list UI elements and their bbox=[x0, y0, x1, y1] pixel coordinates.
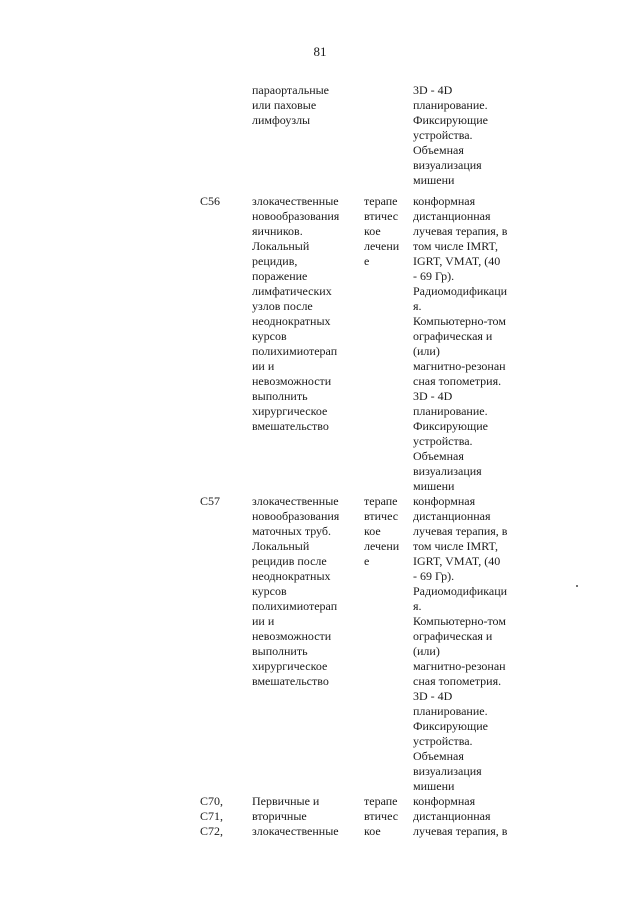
cell-line: хирургическое bbox=[252, 404, 328, 418]
cell-line: неоднократных bbox=[252, 569, 331, 583]
cell-line: злокачественные bbox=[252, 494, 339, 508]
cell-line: втичес bbox=[364, 209, 399, 223]
cell-line: курсов bbox=[252, 584, 287, 598]
cell-line: хирургическое bbox=[252, 659, 328, 673]
cell-line: лимфоузлы bbox=[252, 113, 311, 127]
diagnosis-code-cell bbox=[200, 194, 244, 209]
cell-line: конформная bbox=[413, 194, 476, 208]
cell-line: яичников. bbox=[252, 224, 303, 238]
cell-line: лучевая терапия, в bbox=[413, 824, 508, 838]
cell-line: ии и bbox=[252, 359, 275, 373]
cell-line: выполнить bbox=[252, 644, 308, 658]
cell-line: C71, bbox=[200, 809, 224, 823]
diagnosis-code-cell bbox=[200, 794, 244, 839]
cell-line: выполнить bbox=[252, 389, 308, 403]
cell-line: IGRT, VMAT, (40 bbox=[413, 554, 501, 568]
cell-line: вмешательство bbox=[252, 674, 329, 688]
cell-line: Локальный bbox=[252, 239, 310, 253]
cell-line: вторичные bbox=[252, 809, 307, 823]
cell-line: поражение bbox=[252, 269, 308, 283]
cell-line: - 69 Гр). bbox=[413, 569, 455, 583]
table-row bbox=[0, 494, 640, 794]
cell-line: лучевая терапия, в bbox=[413, 524, 508, 538]
cell-line: Фиксирующие bbox=[413, 113, 488, 127]
cell-line: лимфатических bbox=[252, 284, 332, 298]
cell-line: я. bbox=[413, 599, 422, 613]
cell-line: рецидив, bbox=[252, 254, 298, 268]
cell-line: C56 bbox=[200, 194, 221, 208]
cell-line: Радиомодификаци bbox=[413, 584, 508, 598]
cell-line: планирование. bbox=[413, 98, 488, 112]
cell-line: Локальный bbox=[252, 539, 310, 553]
cell-line: втичес bbox=[364, 509, 399, 523]
cell-line: сная топометрия. bbox=[413, 674, 502, 688]
cell-line: е bbox=[364, 554, 370, 568]
cell-line: терапе bbox=[364, 194, 398, 208]
cell-line: кое bbox=[364, 524, 381, 538]
cell-line: лечени bbox=[364, 539, 400, 553]
cell-line: Объемная bbox=[413, 449, 464, 463]
treatment-table bbox=[0, 83, 640, 854]
cell-line: визуализация bbox=[413, 464, 482, 478]
cell-line: мишени bbox=[413, 479, 455, 493]
cell-line: конформная bbox=[413, 494, 476, 508]
treatment-type-cell bbox=[364, 194, 410, 269]
cell-line: злокачественные bbox=[252, 824, 339, 838]
cell-line: невозможности bbox=[252, 374, 332, 388]
cell-line: е bbox=[364, 254, 370, 268]
cell-line: Фиксирующие bbox=[413, 419, 488, 433]
cell-line: магнитно-резонан bbox=[413, 359, 506, 373]
cell-line: дистанционная bbox=[413, 509, 491, 523]
cell-line: ии и bbox=[252, 614, 275, 628]
cell-line: C57 bbox=[200, 494, 221, 508]
table-row bbox=[0, 794, 640, 854]
scan-speck bbox=[576, 585, 578, 587]
cell-line: Радиомодификаци bbox=[413, 284, 508, 298]
cell-line: параортальные bbox=[252, 83, 330, 97]
cell-line: мишени bbox=[413, 173, 455, 187]
treatment-method-cell bbox=[413, 494, 525, 794]
cell-line: IGRT, VMAT, (40 bbox=[413, 254, 501, 268]
cell-line: маточных труб. bbox=[252, 524, 332, 538]
cell-line: втичес bbox=[364, 809, 399, 823]
model-description-cell bbox=[252, 194, 356, 434]
cell-line: Объемная bbox=[413, 143, 464, 157]
cell-line: ографическая и bbox=[413, 629, 493, 643]
diagnosis-code-cell bbox=[200, 494, 244, 509]
cell-line: мишени bbox=[413, 779, 455, 793]
cell-line: - 69 Гр). bbox=[413, 269, 455, 283]
cell-line: 3D - 4D bbox=[413, 689, 453, 703]
cell-line: Объемная bbox=[413, 749, 464, 763]
cell-line: 3D - 4D bbox=[413, 83, 453, 97]
cell-line: терапе bbox=[364, 494, 398, 508]
cell-line: Компьютерно-том bbox=[413, 614, 506, 628]
cell-line: лечени bbox=[364, 239, 400, 253]
cell-line: устройства. bbox=[413, 128, 473, 142]
cell-line: (или) bbox=[413, 344, 440, 358]
cell-line: том числе IMRT, bbox=[413, 239, 498, 253]
cell-line: терапе bbox=[364, 794, 398, 808]
model-description-cell bbox=[252, 494, 356, 689]
cell-line: новообразования bbox=[252, 209, 340, 223]
cell-line: я. bbox=[413, 299, 422, 313]
treatment-method-cell bbox=[413, 194, 525, 494]
cell-line: злокачественные bbox=[252, 194, 339, 208]
treatment-method-cell bbox=[413, 83, 525, 188]
cell-line: Первичные и bbox=[252, 794, 320, 808]
cell-line: ографическая и bbox=[413, 329, 493, 343]
cell-line: лучевая терапия, в bbox=[413, 224, 508, 238]
cell-line: (или) bbox=[413, 644, 440, 658]
model-description-cell bbox=[252, 83, 356, 128]
cell-line: новообразования bbox=[252, 509, 340, 523]
cell-line: рецидив после bbox=[252, 554, 327, 568]
cell-line: полихимиотерап bbox=[252, 599, 338, 613]
cell-line: C72, bbox=[200, 824, 224, 838]
cell-line: полихимиотерап bbox=[252, 344, 338, 358]
cell-line: вмешательство bbox=[252, 419, 329, 433]
cell-line: устройства. bbox=[413, 734, 473, 748]
cell-line: планирование. bbox=[413, 704, 488, 718]
cell-line: дистанционная bbox=[413, 209, 491, 223]
cell-line: сная топометрия. bbox=[413, 374, 502, 388]
cell-line: 3D - 4D bbox=[413, 389, 453, 403]
cell-line: C70, bbox=[200, 794, 224, 808]
cell-line: дистанционная bbox=[413, 809, 491, 823]
cell-line: курсов bbox=[252, 329, 287, 343]
cell-line: или паховые bbox=[252, 98, 317, 112]
table-row bbox=[0, 83, 640, 194]
cell-line: конформная bbox=[413, 794, 476, 808]
cell-line: невозможности bbox=[252, 629, 332, 643]
treatment-type-cell bbox=[364, 794, 410, 839]
cell-line: магнитно-резонан bbox=[413, 659, 506, 673]
treatment-type-cell bbox=[364, 494, 410, 569]
cell-line: кое bbox=[364, 824, 381, 838]
model-description-cell bbox=[252, 794, 356, 839]
cell-line: том числе IMRT, bbox=[413, 539, 498, 553]
treatment-method-cell bbox=[413, 794, 525, 839]
cell-line: визуализация bbox=[413, 158, 482, 172]
page-number: 81 bbox=[313, 44, 327, 59]
cell-line: Фиксирующие bbox=[413, 719, 488, 733]
table-row bbox=[0, 194, 640, 494]
cell-line: устройства. bbox=[413, 434, 473, 448]
cell-line: узлов после bbox=[252, 299, 313, 313]
cell-line: Компьютерно-том bbox=[413, 314, 506, 328]
cell-line: визуализация bbox=[413, 764, 482, 778]
cell-line: кое bbox=[364, 224, 381, 238]
cell-line: планирование. bbox=[413, 404, 488, 418]
cell-line: неоднократных bbox=[252, 314, 331, 328]
